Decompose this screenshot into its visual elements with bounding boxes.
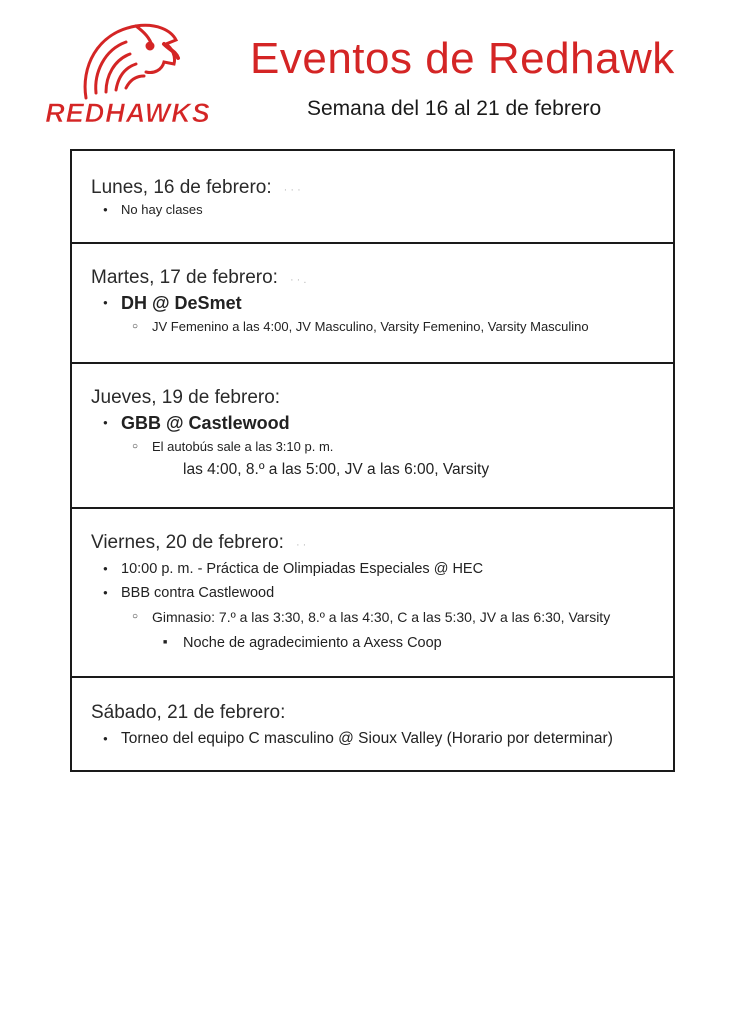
- list-item: ● No hay clases: [91, 201, 655, 219]
- event-title: ● DH @ DeSmet: [91, 290, 655, 316]
- list-item: ● BBB contra Castlewood: [91, 581, 655, 605]
- day-list: [91, 410, 655, 482]
- day-friday: [72, 507, 673, 676]
- day-heading: Viernes, 20 de febrero:: [91, 532, 284, 553]
- blur-mark: · · ·: [283, 184, 301, 196]
- event-title: ● GBB @ Castlewood: [91, 410, 655, 436]
- event-detail: ○ JV Femenino a las 4:00, JV Masculino, Varsity Femenino, Varsity Masculino: [91, 318, 655, 336]
- day-heading: Sábado, 21 de febrero:: [91, 702, 286, 723]
- blur-mark: · · .: [289, 274, 307, 286]
- day-heading: Martes, 17 de febrero:: [91, 267, 278, 288]
- event-subdetail: las 4:00, 8.º a las 5:00, JV a las 6:00, Varsity: [183, 461, 490, 478]
- day-heading: Jueves, 19 de febrero:: [91, 387, 281, 408]
- day-tuesday: [72, 242, 673, 362]
- list-item: ● 10:00 p. m. - Práctica de Olimpiadas Especiales @ HEC: [91, 557, 655, 581]
- day-list: [91, 557, 655, 655]
- redhawks-logo: [26, 18, 231, 130]
- event-detail: ○ Gimnasio: 7.º a las 3:30, 8.º a las 4:30, C a las 5:30, JV a las 6:30, Varsity: [91, 605, 655, 629]
- day-heading: Lunes, 16 de febrero:: [91, 177, 272, 198]
- list-item: ● Torneo del equipo C masculino @ Sioux Valley (Horario por determinar): [91, 727, 655, 751]
- event-detail: ○ El autobús sale a las 3:10 p. m.: [91, 438, 655, 456]
- day-saturday: [72, 676, 673, 770]
- event-subdetail: ■ Noche de agradecimiento a Axess Coop: [91, 631, 655, 655]
- blur-mark: · ·: [295, 539, 307, 551]
- day-monday: [72, 151, 673, 242]
- page-title: Eventos de Redhawk: [250, 34, 675, 83]
- hawk-head-icon: [85, 25, 178, 98]
- logo-text: REDHAWKS: [45, 98, 211, 128]
- day-list: [91, 290, 655, 336]
- schedule-table: [70, 149, 675, 772]
- page-subtitle: Semana del 16 al 21 de febrero: [307, 97, 602, 120]
- day-list: [91, 727, 655, 751]
- day-list: [91, 201, 655, 219]
- day-thursday: [72, 362, 673, 507]
